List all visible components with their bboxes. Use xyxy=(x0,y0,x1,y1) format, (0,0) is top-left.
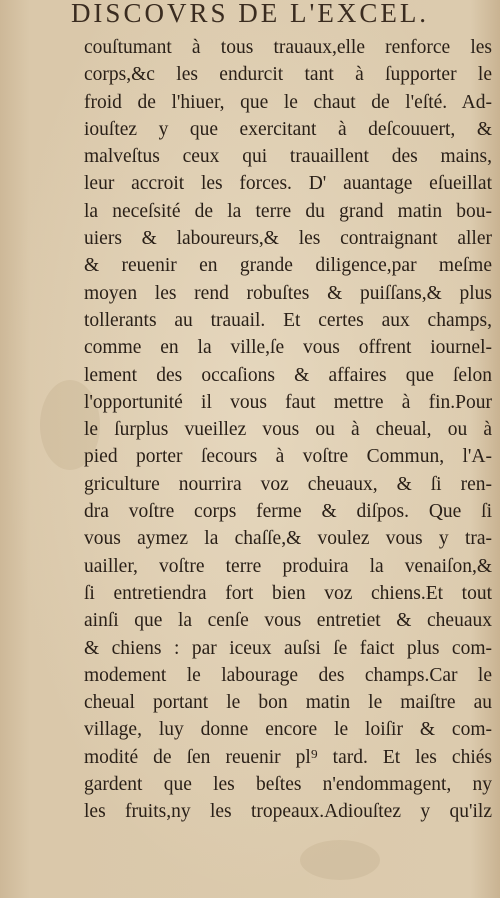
text-line: comme en la ville,ſe vous offrent iournel- xyxy=(84,337,492,359)
text-line: modité de ſen reuenir pl⁹ tard. Et les chiés xyxy=(84,746,492,768)
text-line: & reuenir en grande diligence,par meſme xyxy=(84,255,492,277)
text-line: pied porter ſecours à voſtre Commun, l'A- xyxy=(84,446,492,468)
body-text xyxy=(84,34,492,826)
text-line: la neceſsité de la terre du grand matin bou- xyxy=(84,200,492,222)
paper-stain xyxy=(300,840,380,880)
text-line: & chiens : par iceux auſsi ſe faict plus com- xyxy=(84,637,492,659)
text-line: village, luy donne encore le loiſir & com- xyxy=(84,719,492,741)
text-line: dra voſtre corps ferme & diſpos. Que ſi xyxy=(84,501,492,523)
text-line: les fruits,ny les tropeaux.Adiouſtez y qu'ilz xyxy=(84,801,492,823)
text-line: griculture nourrira voz cheuaux, & ſi ren- xyxy=(84,473,492,495)
text-line: gardent que les beſtes n'endommagent, ny xyxy=(84,774,492,796)
text-line: froid de l'hiuer, que le chaut de l'eſté. Ad- xyxy=(84,91,492,113)
text-line: malveſtus ceux qui trauaillent des mains, xyxy=(84,146,492,168)
text-line: iouſtez y que exercitant à deſcouuert, & xyxy=(84,118,492,140)
text-line: lement des occaſions & affaires que ſelon xyxy=(84,364,492,386)
text-line: ſi entretiendra fort bien voz chiens.Et tout xyxy=(84,582,492,604)
text-line: modement le labourage des champs.Car le xyxy=(84,664,492,686)
text-line: vous aymez la chaſſe,& voulez vous y tra- xyxy=(84,528,492,550)
text-line: cheual portant le bon matin le maiſtre au xyxy=(84,692,492,714)
running-head: DISCOVRS DE L'EXCEL. xyxy=(70,0,430,28)
text-line: uiers & laboureurs,& les contraignant aller xyxy=(84,228,492,250)
text-line: uailler, voſtre terre produira la venaiſon,& xyxy=(84,555,492,577)
text-line: leur accroit les forces. D' auantage eſueillat xyxy=(84,173,492,195)
text-line: l'opportunité il vous faut mettre à fin.Pour xyxy=(84,391,492,413)
text-line: corps,&c les endurcit tant à ſupporter le xyxy=(84,64,492,86)
text-line: ainſi que la cenſe vous entretiet & cheuaux xyxy=(84,610,492,632)
text-line: couſtumant à tous trauaux,elle renforce les xyxy=(84,37,492,58)
text-line: tollerants au trauail. Et certes aux champs, xyxy=(84,309,492,331)
text-line: le ſurplus vueillez vous ou à cheual, ou à xyxy=(84,419,492,441)
text-line: moyen les rend robuſtes & puiſſans,& plus xyxy=(84,282,492,304)
